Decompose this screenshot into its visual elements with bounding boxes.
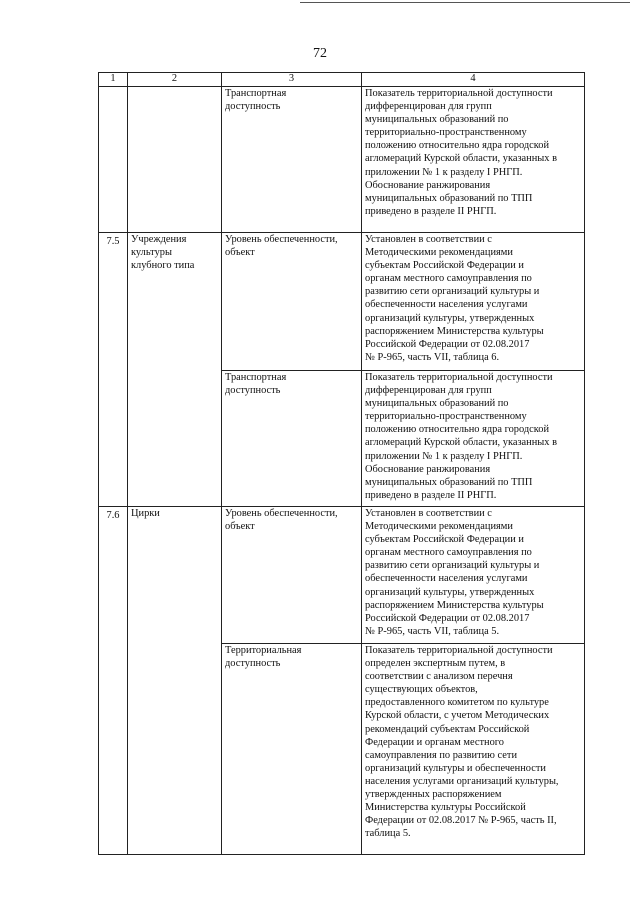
table-row xyxy=(99,233,585,371)
facility-cell xyxy=(128,87,222,233)
header-col-2: 2 xyxy=(128,73,222,87)
table-row xyxy=(99,507,585,644)
row-number xyxy=(99,87,128,233)
description-cell: Установлен в соответствии с Методическими рекомендациями субъектам Российской Федерации и органам местного самоуправления по развитию сети организаций культуры и обеспеченности населения услугами организаций культуры, утвержденных распоряжением Министерства культуры Российской Федерации от 02.08.2017 № Р-965, часть VII, таблица 6. xyxy=(362,233,585,371)
indicator-cell: Уровень обеспеченности, объект xyxy=(222,233,362,371)
row-number: 7.5 xyxy=(99,233,128,507)
description-cell: Установлен в соответствии с Методическими рекомендациями субъектам Российской Федерации и органам местного самоуправления по развитию сети организаций культуры и обеспеченности населения услугами организаций культуры, утвержденных распоряжением Министерства культуры Российской Федерации от 02.08.2017 № Р-965, часть VII, таблица 5. xyxy=(362,507,585,644)
top-scan-rule xyxy=(300,2,630,3)
row-number: 7.6 xyxy=(99,507,128,855)
page-number: 72 xyxy=(313,46,327,61)
description-cell: Показатель территориальной доступности определен экспертным путем, в соответствии с анализом перечня существующих объектов, предоставленного комитетом по культуре Курской области, с учетом Методических рекомендаций субъектам Российской Федерации и органам местного самоуправления по развитию сети организаций культуры и обеспеченности населения услугами организаций культуры, утвержденных распоряжением Министерства культуры Российской Федерации от 02.08.2017 № Р-965, часть II, таблица 5. xyxy=(362,644,585,855)
table-row xyxy=(99,87,585,233)
header-col-3: 3 xyxy=(222,73,362,87)
norms-table xyxy=(98,72,585,855)
description-cell: Показатель территориальной доступности дифференцирован для групп муниципальных образований по территориально-пространственному положению относительно ядра городской агломераций Курской области, указанных в приложении № 1 к разделу I РНГП. Обоснование ранжирования муниципальных образований по ТПП приведено в разделе II РНГП. xyxy=(362,371,585,507)
facility-cell: Учреждения культуры клубного типа xyxy=(128,233,222,507)
description-cell: Показатель территориальной доступности дифференцирован для групп муниципальных образований по территориально-пространственному положению относительно ядра городской агломераций Курской области, указанных в приложении № 1 к разделу I РНГП. Обоснование ранжирования муниципальных образований по ТПП приведено в разделе II РНГП. xyxy=(362,87,585,233)
header-col-4: 4 xyxy=(362,73,585,87)
header-col-1: 1 xyxy=(99,73,128,87)
indicator-cell: Транспортная доступность xyxy=(222,371,362,507)
facility-cell: Цирки xyxy=(128,507,222,855)
indicator-cell: Уровень обеспеченности, объект xyxy=(222,507,362,644)
table-header-row xyxy=(99,73,585,87)
indicator-cell: Территориальная доступность xyxy=(222,644,362,855)
indicator-cell: Транспортная доступность xyxy=(222,87,362,233)
